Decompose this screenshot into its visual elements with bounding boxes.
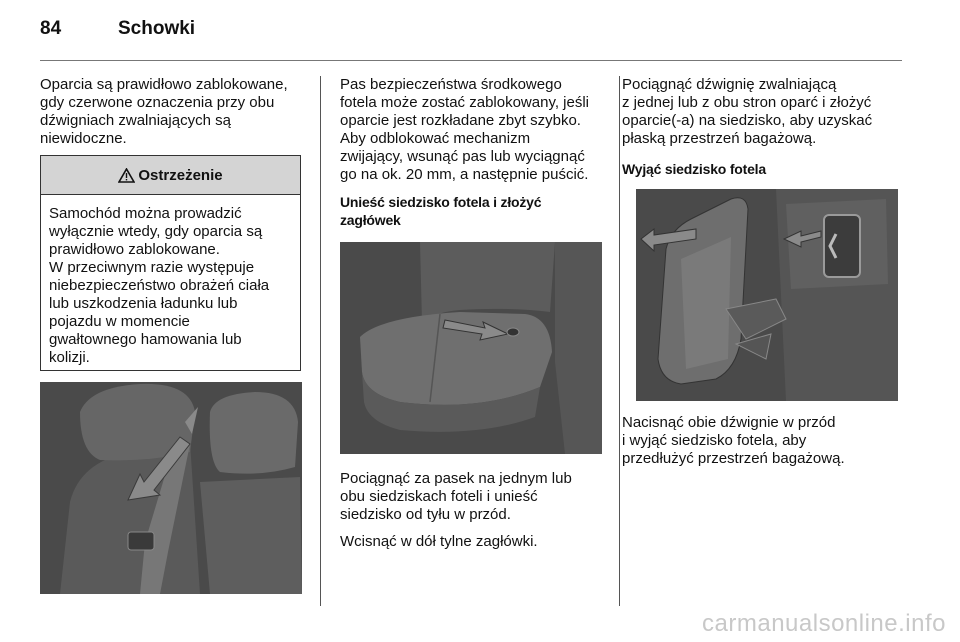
- column-3-lower: [622, 414, 904, 477]
- intro-paragraph: Oparcia są prawidłowo zablokowane, gdy czerwone oznaczenia przy obu dźwigniach zwalniających są niewidoczne.: [40, 76, 288, 147]
- column-3: [622, 76, 904, 184]
- warning-header: [41, 156, 300, 195]
- remove-seat-paragraph: Nacisnąć obie dźwignie w przód i wyjąć siedzisko fotela, aby przedłużyć przestrzeń bagażową.: [622, 414, 845, 467]
- warning-box: [40, 155, 301, 371]
- seat-cushion-illustration: [340, 242, 602, 454]
- belt-paragraph: Pas bezpieczeństwa środkowego fotela może zostać zablokowany, jeśli oparcie jest rozkładane zbyt szybko. Aby odblokować mechanizm zwijający, wsunąć pas lub wyciągnąć go na ok. 20 mm, a następnie puścić.: [340, 76, 590, 183]
- column-divider: [320, 76, 321, 606]
- column-1: [40, 76, 302, 157]
- seat-removal-illustration: [636, 189, 898, 401]
- headrest-illustration: [40, 382, 302, 594]
- column-2: [340, 76, 602, 235]
- page-header: [40, 18, 195, 48]
- page-title: Schowki: [118, 18, 196, 39]
- fold-backrest-paragraph: Pociągnąć dźwignię zwalniającą z jednej lub z obu stron oparć i złożyć oparcie(-a) na siedzisko, aby uzyskać płaską przestrzeń bagażową.: [622, 76, 873, 147]
- warning-triangle-icon: [118, 168, 135, 183]
- watermark: carmanualsonline.info: [702, 610, 946, 637]
- page-number: 84: [40, 18, 62, 39]
- header-divider: [40, 60, 902, 61]
- column-2-lower: [340, 470, 602, 560]
- headrest-paragraph: Wcisnąć w dół tylne zagłówki.: [340, 533, 538, 550]
- warning-text: Samochód można prowadzić wyłącznie wtedy, gdy oparcia są prawidłowo zablokowane. W przeciwnym razie występuje niebezpieczeństwo obrażeń ciała lub uszkodzenia ładunku lub pojazdu w momencie gwałtownego hamowania lub kolizji.: [49, 205, 270, 366]
- warning-title: Ostrzeżenie: [138, 166, 223, 184]
- section-heading: Wyjąć siedzisko fotela: [622, 161, 766, 177]
- section-heading: Unieść siedzisko fotela i złożyć zagłówek: [340, 194, 542, 228]
- column-divider: [619, 76, 620, 606]
- lift-seat-paragraph: Pociągnąć za pasek na jednym lub obu siedziskach foteli i unieść siedzisko od tyłu w przód.: [340, 470, 572, 523]
